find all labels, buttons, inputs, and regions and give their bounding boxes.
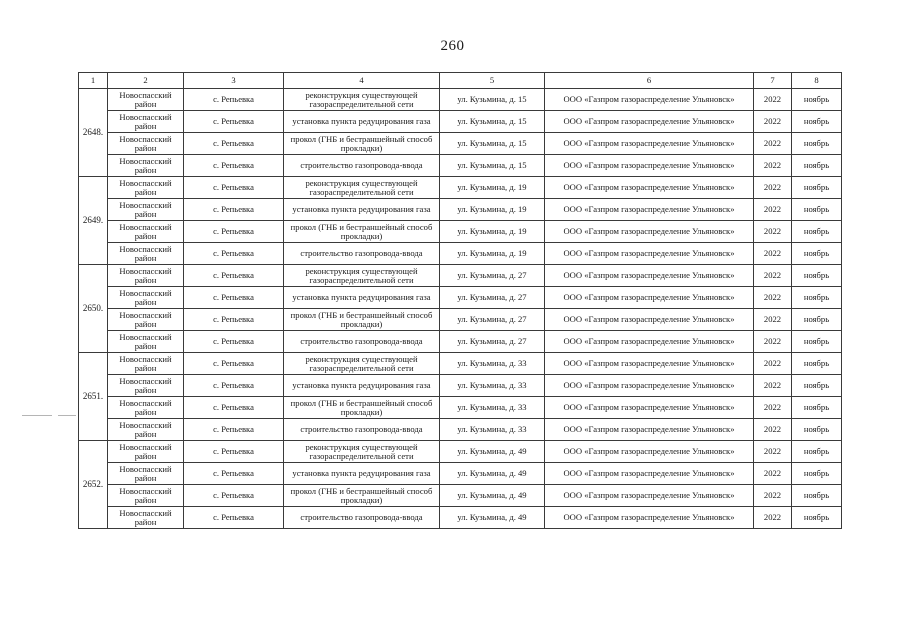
district-cell: Новоспасский район <box>108 133 184 155</box>
settlement-cell: с. Репьевка <box>184 397 284 419</box>
address-cell: ул. Кузьмина, д. 33 <box>440 353 545 375</box>
header-col-number: 1 <box>79 73 108 89</box>
organization-cell: ООО «Газпром газораспределение Ульяновск» <box>545 243 754 265</box>
organization-cell: ООО «Газпром газораспределение Ульяновск» <box>545 485 754 507</box>
address-cell: ул. Кузьмина, д. 27 <box>440 265 545 287</box>
month-cell: ноябрь <box>792 265 842 287</box>
year-cell: 2022 <box>754 507 792 529</box>
table-row <box>79 419 842 441</box>
work-type-cell: прокол (ГНБ и бестраншейный способ прокладки) <box>284 133 440 155</box>
settlement-cell: с. Репьевка <box>184 463 284 485</box>
settlement-cell: с. Репьевка <box>184 353 284 375</box>
year-cell: 2022 <box>754 177 792 199</box>
table-row <box>79 199 842 221</box>
address-cell: ул. Кузьмина, д. 15 <box>440 89 545 111</box>
year-cell: 2022 <box>754 309 792 331</box>
table-row <box>79 221 842 243</box>
year-cell: 2022 <box>754 89 792 111</box>
work-type-cell: строительство газопровода-ввода <box>284 331 440 353</box>
district-cell: Новоспасский район <box>108 375 184 397</box>
entry-number-cell: 2649. <box>79 177 108 265</box>
work-type-cell: установка пункта редуцирования газа <box>284 375 440 397</box>
organization-cell: ООО «Газпром газораспределение Ульяновск» <box>545 177 754 199</box>
address-cell: ул. Кузьмина, д. 33 <box>440 397 545 419</box>
district-cell: Новоспасский район <box>108 111 184 133</box>
table-row <box>79 507 842 529</box>
settlement-cell: с. Репьевка <box>184 485 284 507</box>
work-type-cell: установка пункта редуцирования газа <box>284 111 440 133</box>
header-col-address: 5 <box>440 73 545 89</box>
address-cell: ул. Кузьмина, д. 49 <box>440 507 545 529</box>
district-cell: Новоспасский район <box>108 243 184 265</box>
settlement-cell: с. Репьевка <box>184 177 284 199</box>
year-cell: 2022 <box>754 221 792 243</box>
address-cell: ул. Кузьмина, д. 49 <box>440 441 545 463</box>
month-cell: ноябрь <box>792 485 842 507</box>
organization-cell: ООО «Газпром газораспределение Ульяновск» <box>545 331 754 353</box>
year-cell: 2022 <box>754 485 792 507</box>
entry-number-cell: 2652. <box>79 441 108 529</box>
table-row <box>79 463 842 485</box>
table-row <box>79 243 842 265</box>
month-cell: ноябрь <box>792 243 842 265</box>
work-type-cell: прокол (ГНБ и бестраншейный способ прокладки) <box>284 485 440 507</box>
district-cell: Новоспасский район <box>108 89 184 111</box>
district-cell: Новоспасский район <box>108 441 184 463</box>
settlement-cell: с. Репьевка <box>184 309 284 331</box>
gas-works-table <box>78 72 842 529</box>
table-row <box>79 89 842 111</box>
year-cell: 2022 <box>754 199 792 221</box>
year-cell: 2022 <box>754 155 792 177</box>
year-cell: 2022 <box>754 419 792 441</box>
organization-cell: ООО «Газпром газораспределение Ульяновск» <box>545 133 754 155</box>
address-cell: ул. Кузьмина, д. 19 <box>440 177 545 199</box>
work-type-cell: строительство газопровода-ввода <box>284 507 440 529</box>
entry-number-cell: 2650. <box>79 265 108 353</box>
page-number: 260 <box>440 38 465 54</box>
organization-cell: ООО «Газпром газораспределение Ульяновск» <box>545 221 754 243</box>
district-cell: Новоспасский район <box>108 221 184 243</box>
entry-number-cell: 2651. <box>79 353 108 441</box>
organization-cell: ООО «Газпром газораспределение Ульяновск» <box>545 353 754 375</box>
work-type-cell: установка пункта редуцирования газа <box>284 463 440 485</box>
address-cell: ул. Кузьмина, д. 19 <box>440 199 545 221</box>
table-row <box>79 265 842 287</box>
settlement-cell: с. Репьевка <box>184 133 284 155</box>
settlement-cell: с. Репьевка <box>184 89 284 111</box>
month-cell: ноябрь <box>792 133 842 155</box>
work-type-cell: прокол (ГНБ и бестраншейный способ прокладки) <box>284 221 440 243</box>
district-cell: Новоспасский район <box>108 199 184 221</box>
organization-cell: ООО «Газпром газораспределение Ульяновск» <box>545 199 754 221</box>
table-row <box>79 331 842 353</box>
month-cell: ноябрь <box>792 221 842 243</box>
month-cell: ноябрь <box>792 89 842 111</box>
table-row <box>79 111 842 133</box>
month-cell: ноябрь <box>792 397 842 419</box>
header-row <box>79 73 842 89</box>
work-type-cell: реконструкция существующей газораспределительной сети <box>284 353 440 375</box>
settlement-cell: с. Репьевка <box>184 375 284 397</box>
organization-cell: ООО «Газпром газораспределение Ульяновск» <box>545 397 754 419</box>
year-cell: 2022 <box>754 265 792 287</box>
settlement-cell: с. Репьевка <box>184 507 284 529</box>
month-cell: ноябрь <box>792 199 842 221</box>
organization-cell: ООО «Газпром газораспределение Ульяновск» <box>545 375 754 397</box>
year-cell: 2022 <box>754 463 792 485</box>
work-type-cell: реконструкция существующей газораспределительной сети <box>284 177 440 199</box>
work-type-cell: реконструкция существующей газораспределительной сети <box>284 441 440 463</box>
organization-cell: ООО «Газпром газораспределение Ульяновск» <box>545 155 754 177</box>
organization-cell: ООО «Газпром газораспределение Ульяновск» <box>545 507 754 529</box>
table-row <box>79 155 842 177</box>
table-row <box>79 441 842 463</box>
district-cell: Новоспасский район <box>108 419 184 441</box>
table-row <box>79 287 842 309</box>
organization-cell: ООО «Газпром газораспределение Ульяновск» <box>545 265 754 287</box>
header-col-organization: 6 <box>545 73 754 89</box>
address-cell: ул. Кузьмина, д. 27 <box>440 309 545 331</box>
district-cell: Новоспасский район <box>108 155 184 177</box>
month-cell: ноябрь <box>792 375 842 397</box>
table-row <box>79 177 842 199</box>
table-row <box>79 485 842 507</box>
header-col-year: 7 <box>754 73 792 89</box>
table-row <box>79 133 842 155</box>
organization-cell: ООО «Газпром газораспределение Ульяновск» <box>545 111 754 133</box>
organization-cell: ООО «Газпром газораспределение Ульяновск» <box>545 441 754 463</box>
address-cell: ул. Кузьмина, д. 15 <box>440 111 545 133</box>
settlement-cell: с. Репьевка <box>184 111 284 133</box>
organization-cell: ООО «Газпром газораспределение Ульяновск» <box>545 89 754 111</box>
month-cell: ноябрь <box>792 331 842 353</box>
year-cell: 2022 <box>754 287 792 309</box>
month-cell: ноябрь <box>792 463 842 485</box>
district-cell: Новоспасский район <box>108 265 184 287</box>
month-cell: ноябрь <box>792 309 842 331</box>
year-cell: 2022 <box>754 375 792 397</box>
year-cell: 2022 <box>754 353 792 375</box>
address-cell: ул. Кузьмина, д. 27 <box>440 331 545 353</box>
header-col-settlement: 3 <box>184 73 284 89</box>
address-cell: ул. Кузьмина, д. 27 <box>440 287 545 309</box>
table-body <box>79 89 842 529</box>
work-type-cell: строительство газопровода-ввода <box>284 243 440 265</box>
address-cell: ул. Кузьмина, д. 15 <box>440 155 545 177</box>
work-type-cell: строительство газопровода-ввода <box>284 419 440 441</box>
table-row <box>79 353 842 375</box>
address-cell: ул. Кузьмина, д. 49 <box>440 463 545 485</box>
settlement-cell: с. Репьевка <box>184 419 284 441</box>
year-cell: 2022 <box>754 441 792 463</box>
settlement-cell: с. Репьевка <box>184 221 284 243</box>
settlement-cell: с. Репьевка <box>184 441 284 463</box>
entry-number-cell: 2648. <box>79 89 108 177</box>
work-type-cell: строительство газопровода-ввода <box>284 155 440 177</box>
month-cell: ноябрь <box>792 111 842 133</box>
district-cell: Новоспасский район <box>108 287 184 309</box>
year-cell: 2022 <box>754 397 792 419</box>
settlement-cell: с. Репьевка <box>184 331 284 353</box>
table-header <box>79 73 842 89</box>
year-cell: 2022 <box>754 331 792 353</box>
address-cell: ул. Кузьмина, д. 19 <box>440 221 545 243</box>
work-type-cell: прокол (ГНБ и бестраншейный способ прокладки) <box>284 309 440 331</box>
table-row <box>79 375 842 397</box>
district-cell: Новоспасский район <box>108 485 184 507</box>
organization-cell: ООО «Газпром газораспределение Ульяновск» <box>545 309 754 331</box>
settlement-cell: с. Репьевка <box>184 155 284 177</box>
district-cell: Новоспасский район <box>108 353 184 375</box>
work-type-cell: установка пункта редуцирования газа <box>284 199 440 221</box>
month-cell: ноябрь <box>792 441 842 463</box>
work-type-cell: реконструкция существующей газораспределительной сети <box>284 89 440 111</box>
organization-cell: ООО «Газпром газораспределение Ульяновск» <box>545 419 754 441</box>
district-cell: Новоспасский район <box>108 177 184 199</box>
address-cell: ул. Кузьмина, д. 33 <box>440 419 545 441</box>
year-cell: 2022 <box>754 111 792 133</box>
organization-cell: ООО «Газпром газораспределение Ульяновск» <box>545 287 754 309</box>
organization-cell: ООО «Газпром газораспределение Ульяновск» <box>545 463 754 485</box>
settlement-cell: с. Репьевка <box>184 265 284 287</box>
year-cell: 2022 <box>754 133 792 155</box>
address-cell: ул. Кузьмина, д. 15 <box>440 133 545 155</box>
district-cell: Новоспасский район <box>108 507 184 529</box>
work-type-cell: установка пункта редуцирования газа <box>284 287 440 309</box>
settlement-cell: с. Репьевка <box>184 287 284 309</box>
settlement-cell: с. Репьевка <box>184 243 284 265</box>
month-cell: ноябрь <box>792 177 842 199</box>
month-cell: ноябрь <box>792 353 842 375</box>
district-cell: Новоспасский район <box>108 309 184 331</box>
settlement-cell: с. Репьевка <box>184 199 284 221</box>
year-cell: 2022 <box>754 243 792 265</box>
scan-artifact-line <box>58 415 76 416</box>
header-col-district: 2 <box>108 73 184 89</box>
header-col-work-type: 4 <box>284 73 440 89</box>
month-cell: ноябрь <box>792 155 842 177</box>
address-cell: ул. Кузьмина, д. 33 <box>440 375 545 397</box>
month-cell: ноябрь <box>792 287 842 309</box>
work-type-cell: реконструкция существующей газораспределительной сети <box>284 265 440 287</box>
work-type-cell: прокол (ГНБ и бестраншейный способ прокладки) <box>284 397 440 419</box>
month-cell: ноябрь <box>792 419 842 441</box>
address-cell: ул. Кузьмина, д. 19 <box>440 243 545 265</box>
district-cell: Новоспасский район <box>108 331 184 353</box>
district-cell: Новоспасский район <box>108 463 184 485</box>
table-row <box>79 309 842 331</box>
scan-artifact-line <box>22 415 52 416</box>
table-row <box>79 397 842 419</box>
header-col-month: 8 <box>792 73 842 89</box>
address-cell: ул. Кузьмина, д. 49 <box>440 485 545 507</box>
district-cell: Новоспасский район <box>108 397 184 419</box>
month-cell: ноябрь <box>792 507 842 529</box>
